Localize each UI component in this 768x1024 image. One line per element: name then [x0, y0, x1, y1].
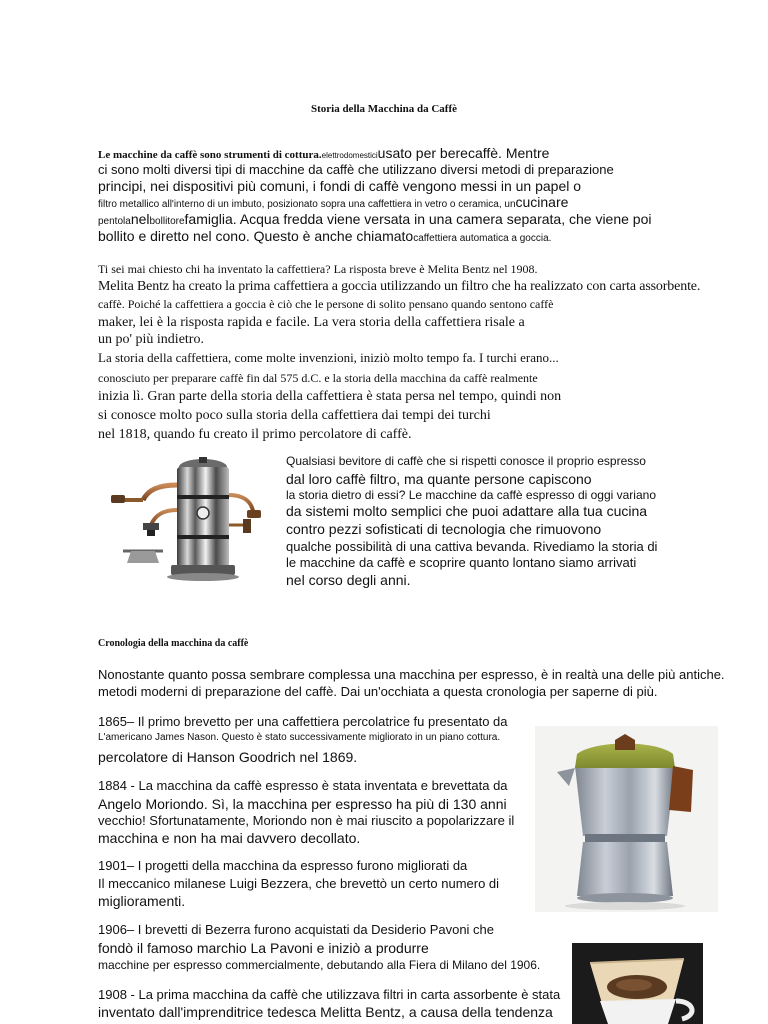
timeline-1884-line-4: macchina e non ha mai davvero decollato.: [98, 830, 361, 846]
timeline-1865-line-2: L'americano James Nason. Questo è stato successivamente migliorato in un piano cottura.: [98, 732, 501, 743]
history-line-9: si conosce molto poco sulla storia della caffettiera dai tempi dei turchi: [98, 408, 491, 423]
history-line-3: caffè. Poiché la caffettiera a goccia è ciò che le persone di solito pensano quando sentono caffè: [98, 297, 554, 311]
timeline-1884-line-2: Angelo Moriondo. Sì, la macchina per espresso ha più di 130 anni: [98, 796, 507, 812]
timeline-1901-line-1: 1901– I progetti della macchina da espresso furono migliorati da: [98, 858, 468, 873]
timeline-1906-line-2: fondò il famoso marchio La Pavoni e iniziò a produrre: [98, 940, 429, 956]
timeline-1865-line-1: 1865– Il primo brevetto per una caffettiera percolatrice fu presentato da: [98, 714, 508, 729]
history-line-10: nel 1818, quando fu creato il primo percolatore di caffè.: [98, 427, 412, 442]
espresso-line-3: la storia dietro di essi? Le macchine da caffè espresso di oggi variano: [286, 488, 656, 502]
intro-small-text: elettrodomestici: [321, 151, 378, 160]
intro-text: cucinare: [515, 194, 569, 210]
espresso-machine-image: [103, 455, 273, 585]
history-line-6: La storia della caffettiera, come molte invenzioni, iniziò molto tempo fa. I turchi erano...: [98, 350, 559, 365]
history-line-8: inizia lì. Gran parte della storia della caffettiera è stata persa nel tempo, quindi non: [98, 389, 562, 404]
intro-text: famiglia. Acqua fredda viene versata in una camera separata, che viene poi: [184, 211, 652, 227]
timeline-intro-line-1: Nonostante quanto possa sembrare complessa una macchina per espresso, è in realtà una delle più antiche.: [98, 667, 725, 682]
history-line-5: un po' più indietro.: [98, 332, 204, 347]
timeline-1908-line-2: inventato dall'imprenditrice tedesca Melitta Bentz, a causa della tendenza: [98, 1004, 553, 1020]
intro-text: usato per berecaffè. Mentre: [377, 145, 550, 161]
intro-text: .: [548, 233, 552, 244]
timeline-1865-line-3: percolatore di Hanson Goodrich nel 1869.: [98, 749, 358, 765]
timeline-1901-line-2: Il meccanico milanese Luigi Bezzera, che brevettò un certo numero di: [98, 876, 500, 891]
history-line-7: conosciuto per preparare caffè fin dal 575 d.C. e la storia della macchina da caffè realmente: [98, 371, 538, 385]
timeline-heading: Cronologia della macchina da caffè: [98, 638, 249, 649]
timeline-1906-line-1: 1906– I brevetti di Bezerra furono acquistati da Desiderio Pavoni che: [98, 922, 495, 937]
intro-line-5: [98, 211, 651, 229]
espresso-line-7: le macchine da caffè e scoprire quanto lontano siamo arrivati: [286, 555, 637, 570]
coffee-filter-image: [572, 943, 703, 1024]
espresso-line-5: contro pezzi sofisticati di tecnologia che rimuovono: [286, 521, 602, 537]
timeline-1906-line-3: macchine per espresso commercialmente, debutando alla Fiera di Milano del 1906.: [98, 958, 541, 972]
timeline-1884-line-1: 1884 - La macchina da caffè espresso è stata inventata e brevettata da: [98, 778, 508, 793]
intro-line-4: [98, 194, 568, 212]
timeline-1884-line-3: vecchio! Sfortunatamente, Moriondo non è mai riuscito a popolarizzare il: [98, 813, 515, 828]
moka-pot-image: [535, 726, 718, 912]
history-line-4: maker, lei è la risposta rapida e facile. La vera storia della caffettiera risale a: [98, 315, 525, 330]
intro-line-3: principi, nei dispositivi più comuni, i fondi di caffè vengono messi in un papel o: [98, 178, 582, 194]
intro-small-text: bollitore: [149, 216, 185, 227]
intro-line-6: [98, 228, 551, 246]
intro-bold-text: Le macchine da caffè sono strumenti di cottura.: [98, 149, 322, 161]
espresso-line-4: da sistemi molto semplici che puoi adattare alla tua cucina: [286, 503, 648, 519]
timeline-1908-line-1: 1908 - La prima macchina da caffè che utilizzava filtri in carta assorbente è stata: [98, 987, 561, 1002]
timeline-1901-line-3: miglioramenti.: [98, 893, 186, 909]
history-line-2: Melita Bentz ha creato la prima caffettiera a goccia utilizzando un filtro che ha realizzato con carta assorbente.: [98, 279, 701, 294]
document-title: Storia della Macchina da Caffè: [310, 103, 458, 115]
espresso-line-2: dal loro caffè filtro, ma quante persone capiscono: [286, 471, 592, 487]
espresso-line-8: nel corso degli anni.: [286, 572, 411, 588]
timeline-intro-line-2: metodi moderni di preparazione del caffè. Dai un'occhiata a questa cronologia per saperne di più.: [98, 684, 658, 699]
intro-text: bollito e diretto nel cono. Questo è anche chiamato: [98, 228, 414, 244]
intro-text: nel: [130, 211, 150, 227]
history-line-1: Ti sei mai chiesto chi ha inventato la caffettiera? La risposta breve è Melita Bentz nel 1908.: [98, 262, 538, 276]
espresso-line-1: Qualsiasi bevitore di caffè che si rispetti conosce il proprio espresso: [286, 454, 646, 468]
intro-line-1: [98, 145, 549, 163]
intro-line-2: ci sono molti diversi tipi di macchine da caffè che utilizzano diversi metodi di preparazione: [98, 162, 614, 177]
intro-small-text: caffettiera automatica a goccia: [413, 233, 549, 244]
intro-small-text: filtro metallico all'interno di un imbuto, posizionato sopra una caffettiera in vetro o ceramica, un: [98, 199, 516, 210]
espresso-line-6: qualche possibilità di una cattiva bevanda. Rivediamo la storia di: [286, 539, 658, 554]
intro-small-text: pentola: [98, 216, 131, 227]
